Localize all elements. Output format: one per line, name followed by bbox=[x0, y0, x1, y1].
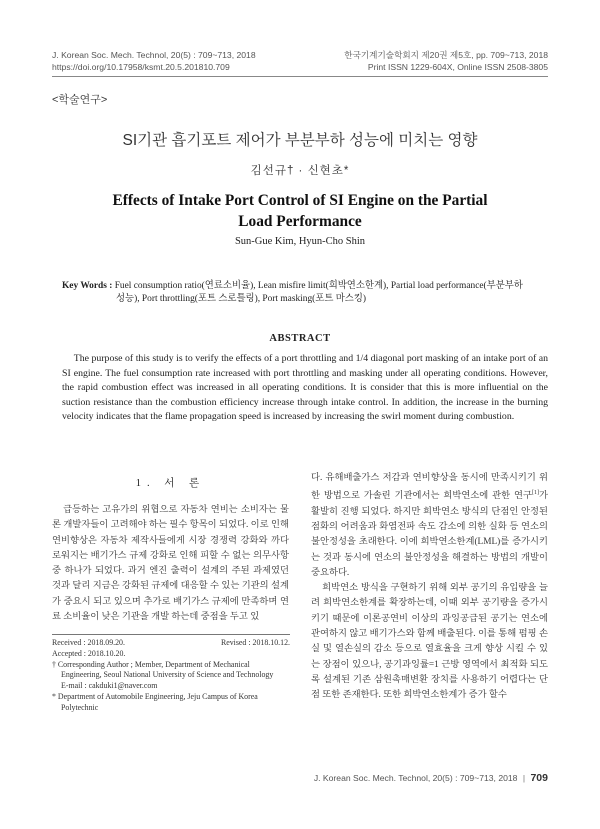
intro-right-column bbox=[311, 471, 548, 704]
header-divider bbox=[52, 76, 548, 77]
abstract-body: The purpose of this study is to verify the effects of a port throttling and 1/4 diagonal port masking of an intake port of an SI engine. The fuel consumption rate increased with port throttling and masking under all operating conditions. However, the rapid combustion effect was increased in all operating conditions. It is consider that this is more influential on the suction resistance than the combustion efficiency increase through intake control. In addition, the increase in the burning velocity indicates that the flame propagation speed is increased by increasing the swirl moment during combustion. bbox=[62, 353, 548, 423]
article-category: <학술연구> bbox=[52, 94, 108, 106]
journal-citation-right: 한국기계기술학회지 제20권 제5호, pp. 709~713, 2018 bbox=[344, 50, 548, 60]
title-korean: SI기관 흡기포트 제어가 부분부하 성능에 미치는 영향 bbox=[122, 132, 478, 149]
revised-date: Revised : 2018.10.12. bbox=[220, 638, 290, 647]
keywords bbox=[62, 280, 548, 306]
keywords-label: Key Words : bbox=[62, 281, 113, 291]
journal-citation-left: J. Korean Soc. Mech. Technol, 20(5) : 709~713, 2018 bbox=[52, 50, 256, 60]
keywords-line1: Fuel consumption ratio(연료소비율), Lean misfire limit(희박연소한계), Partial load performance(부분부하 bbox=[114, 281, 523, 291]
footer-separator: | bbox=[522, 773, 526, 783]
title-english bbox=[70, 190, 530, 232]
intro-left-column bbox=[52, 503, 289, 625]
intro-paragraph-continued: 다. 유해배출가스 저감과 연비향상을 동시에 만족시키기 위한 방법으로 가솔린 기관에서는 희박연소에 관한 연구[1]가 활발히 진행 되었다. 하지만 희박연소 방식의 단점인 안정된 점화의 어려움과 화염전파 속도 감소에 의한 실화 등 연소의 불안정성을 초래한다. 이에 희박연소한계(LML)를 증가시키는 것과 동시에 연소의 불안정성을 해결하는 방법의 개발이 중요하다. bbox=[311, 473, 548, 578]
title-english-line1: Effects of Intake Port Control of SI Engine on the Partial bbox=[112, 192, 488, 209]
email: E-mail : cakduki1@naver.com bbox=[61, 681, 158, 691]
keywords-line2: 성능), Port throttling(포트 스로틀링), Port masking(포트 마스킹) bbox=[116, 294, 367, 304]
authors-korean: 김선규† · 신현초* bbox=[250, 165, 350, 177]
page-number: 709 bbox=[530, 772, 548, 784]
section-heading-introduction: 1. 서 론 bbox=[135, 478, 206, 489]
authors-english: Sun-Gue Kim, Hyun-Cho Shin bbox=[234, 236, 366, 247]
abstract-heading: ABSTRACT bbox=[269, 333, 331, 344]
department-affiliation: * Department of Automobile Engineering, Jeju Campus of Korea Polytechnic bbox=[52, 691, 258, 712]
intro-paragraph-2: 희박연소 방식을 구현하기 위해 외부 공기의 유입량을 늘려 희박연소한계를 확장하는데, 이때 외부 공기량을 증가시키기 때문에 이론공연비 이상의 과잉공급된 공기는 연소에 관여하지 않고 배기가스와 함께 배출된다. 이를 통해 펌핑 손실 및 열손실의 감소 등으로 열효율을 크게 향상 시킬 수 있는 장점이 있으나, 공기과잉률=1 근방 영역에서 최적화 되도록 설계된 기존 삼원촉매변환 장치를 사용하기 어렵다는 단점 또한 존재한다. 또한 희박연소한계가 증가 할수 bbox=[311, 583, 548, 701]
corresponding-author: † Corresponding Author ; Member, Department of Mechanical Engineering, Seoul National University of Science and Technology bbox=[52, 659, 274, 680]
reference-1[interactable]: [1] bbox=[532, 490, 540, 497]
footnotes bbox=[52, 638, 290, 714]
issn-info: Print ISSN 1229-604X, Online ISSN 2508-3805 bbox=[367, 62, 548, 72]
title-english-line2: Load Performance bbox=[238, 213, 362, 230]
page-footer bbox=[314, 772, 548, 784]
footnote-divider bbox=[52, 634, 290, 635]
footer-citation: J. Korean Soc. Mech. Technol, 20(5) : 709~713, 2018 bbox=[313, 773, 518, 783]
accepted-date: Accepted : 2018.10.20. bbox=[52, 648, 126, 658]
intro-paragraph-1: 급등하는 고유가의 위협으로 자동차 연비는 소비자는 물론 개발자들이 고려해야 하는 필수 항목이 되었다. 이로 인해 연비향상은 자동차 제작사들에게 시장 경쟁력 강화와 까다로워지는 배기가스 규제 강화로 인해 피할 수 없는 의무사항중 하나가 되었다. 과거 엔진 출력이 설계의 주된 과제였던 것과 달리 지금은 강화된 규제에 대응할 수 있는 기관의 설계가 중요시 되고 있으며 추가로 배기가스 규제에 만족하며 연료 소비율이 낮은 기관을 개발 하는데 중점을 두고 있 bbox=[52, 505, 289, 623]
received-date: Received : 2018.09.20. bbox=[52, 638, 125, 647]
doi-link[interactable]: https://doi.org/10.17958/ksmt.20.5.201810.709 bbox=[52, 62, 230, 72]
